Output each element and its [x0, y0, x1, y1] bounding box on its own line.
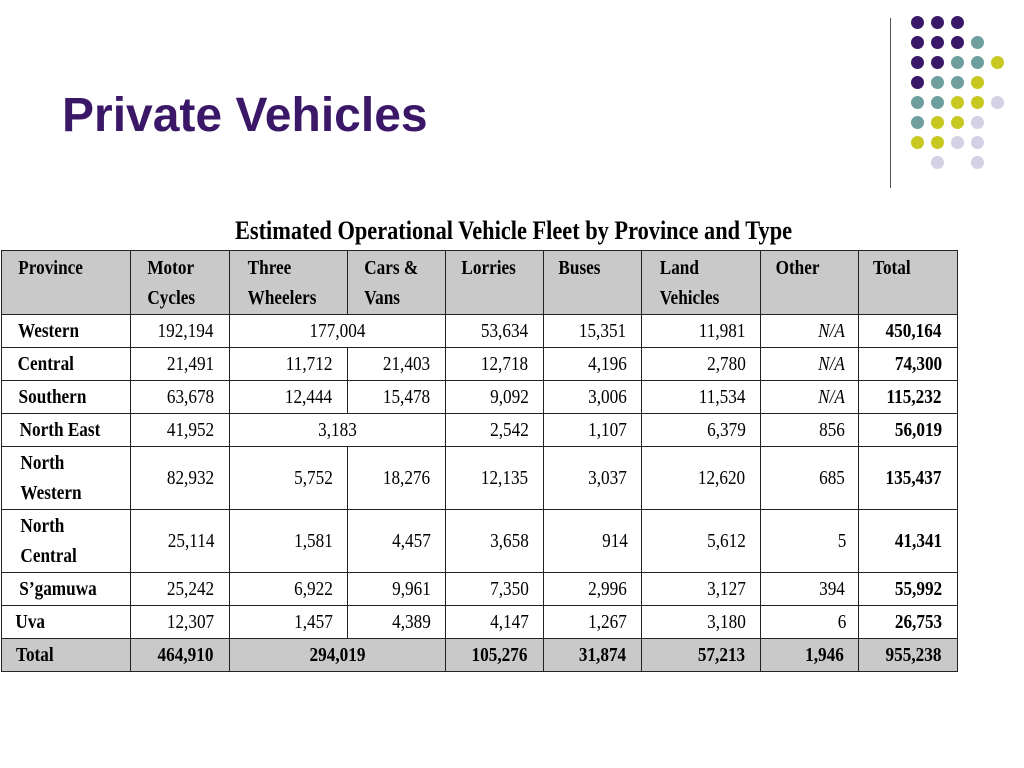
cars-vans-cell: 15,478: [348, 381, 446, 414]
motor-cycles-cell: 192,194: [131, 315, 230, 348]
other-cell: 394: [761, 573, 859, 606]
lorries-cell: 7,350: [446, 573, 544, 606]
land-vehicles-cell: 3,127: [642, 573, 761, 606]
decorative-dot-grid: [0, 0, 1024, 200]
land-vehicles-total-cell: 57,213: [642, 639, 761, 672]
total-cell: 26,753: [859, 606, 958, 639]
other-cell: 5: [761, 510, 859, 573]
lorries-cell: 4,147: [446, 606, 544, 639]
total-cell: 135,437: [859, 447, 958, 510]
land-vehicles-cell: 5,612: [642, 510, 761, 573]
land-vehicles-cell: 11,534: [642, 381, 761, 414]
decorative-dot: [931, 96, 944, 109]
decorative-dot: [931, 116, 944, 129]
lorries-cell: 12,135: [446, 447, 544, 510]
motor-cycles-cell: 63,678: [131, 381, 230, 414]
header-label: Lorries: [461, 257, 516, 279]
lorries-cell: 2,542: [446, 414, 544, 447]
buses-cell: 4,196: [544, 348, 642, 381]
motor-cycles-total-cell: 464,910: [131, 639, 230, 672]
header-label: Province: [18, 257, 83, 279]
decorative-dot: [931, 76, 944, 89]
table-row: [2, 381, 958, 414]
province-cell: S’gamuwa: [2, 573, 131, 606]
column-header-total: [859, 251, 958, 315]
decorative-dot: [911, 96, 924, 109]
motor-cycles-cell: 82,932: [131, 447, 230, 510]
motor-cycles-cell: 21,491: [131, 348, 230, 381]
decorative-dot: [951, 96, 964, 109]
column-header-cars-vans: [348, 251, 446, 315]
decorative-dot: [971, 96, 984, 109]
three-wheelers-cars-total-cell: 294,019: [230, 639, 446, 672]
decorative-dot: [931, 36, 944, 49]
other-cell: 685: [761, 447, 859, 510]
buses-cell: 914: [544, 510, 642, 573]
lorries-cell: 9,092: [446, 381, 544, 414]
cars-vans-cell: 4,457: [348, 510, 446, 573]
decorative-dot: [971, 156, 984, 169]
motor-cycles-cell: 25,114: [131, 510, 230, 573]
buses-cell: 15,351: [544, 315, 642, 348]
header-label: Three Wheelers: [247, 257, 317, 309]
decorative-dot: [931, 56, 944, 69]
decorative-dot: [911, 136, 924, 149]
three-wheelers-cell: 1,457: [230, 606, 348, 639]
decorative-dot: [951, 116, 964, 129]
decorative-dot: [971, 116, 984, 129]
table-row: [2, 414, 958, 447]
table-row: [2, 447, 958, 510]
column-header-province: [2, 251, 131, 315]
header-label: Land Vehicles: [659, 257, 720, 309]
decorative-dot: [911, 16, 924, 29]
total-cell: 74,300: [859, 348, 958, 381]
buses-cell: 3,006: [544, 381, 642, 414]
header-label: Cars & Vans: [364, 257, 419, 309]
header-label: Total: [873, 257, 911, 279]
table-row: [2, 573, 958, 606]
decorative-dot: [951, 16, 964, 29]
buses-cell: 1,267: [544, 606, 642, 639]
column-header-motor-cycles: [131, 251, 230, 315]
decorative-dot: [911, 36, 924, 49]
three-wheelers-cars-combined-cell: 177,004: [230, 315, 446, 348]
vehicle-fleet-table: [1, 250, 958, 672]
three-wheelers-cell: 11,712: [230, 348, 348, 381]
motor-cycles-cell: 25,242: [131, 573, 230, 606]
lorries-cell: 12,718: [446, 348, 544, 381]
other-total-cell: 1,946: [761, 639, 859, 672]
other-cell: N/A: [761, 315, 859, 348]
lorries-cell: 3,658: [446, 510, 544, 573]
total-cell: 115,232: [859, 381, 958, 414]
totals-label-cell: Total: [2, 639, 131, 672]
column-header-land-vehicles: [642, 251, 761, 315]
decorative-dot: [931, 136, 944, 149]
land-vehicles-cell: 2,780: [642, 348, 761, 381]
buses-total-cell: 31,874: [544, 639, 642, 672]
decorative-dot: [971, 136, 984, 149]
table-row: [2, 315, 958, 348]
grand-total-cell: 955,238: [859, 639, 958, 672]
cars-vans-cell: 18,276: [348, 447, 446, 510]
other-cell: 6: [761, 606, 859, 639]
total-cell: 41,341: [859, 510, 958, 573]
column-header-buses: [544, 251, 642, 315]
total-cell: 55,992: [859, 573, 958, 606]
buses-cell: 1,107: [544, 414, 642, 447]
decorative-dot: [971, 76, 984, 89]
divider-line: [890, 18, 891, 188]
land-vehicles-cell: 3,180: [642, 606, 761, 639]
total-cell: 450,164: [859, 315, 958, 348]
three-wheelers-cell: 6,922: [230, 573, 348, 606]
decorative-dot: [971, 36, 984, 49]
decorative-dot: [951, 76, 964, 89]
buses-cell: 3,037: [544, 447, 642, 510]
three-wheelers-cell: 1,581: [230, 510, 348, 573]
land-vehicles-cell: 6,379: [642, 414, 761, 447]
header-label: Other: [775, 257, 820, 279]
cars-vans-cell: 4,389: [348, 606, 446, 639]
table-caption: Estimated Operational Vehicle Fleet by Province and Type: [234, 216, 793, 245]
land-vehicles-cell: 11,981: [642, 315, 761, 348]
buses-cell: 2,996: [544, 573, 642, 606]
province-cell: North East: [2, 414, 131, 447]
cars-vans-cell: 9,961: [348, 573, 446, 606]
decorative-dot: [991, 96, 1004, 109]
three-wheelers-cell: 5,752: [230, 447, 348, 510]
column-header-lorries: [446, 251, 544, 315]
decorative-dot: [911, 76, 924, 89]
three-wheelers-cell: 12,444: [230, 381, 348, 414]
cars-vans-cell: 21,403: [348, 348, 446, 381]
province-cell: Western: [2, 315, 131, 348]
decorative-dot: [931, 16, 944, 29]
province-cell: Southern: [2, 381, 131, 414]
three-wheelers-cars-combined-cell: 3,183: [230, 414, 446, 447]
decorative-dot: [971, 56, 984, 69]
column-header-three-wheelers: [230, 251, 348, 315]
lorries-cell: 53,634: [446, 315, 544, 348]
other-cell: 856: [761, 414, 859, 447]
decorative-dot: [951, 56, 964, 69]
province-cell: North Central: [2, 510, 131, 573]
motor-cycles-cell: 41,952: [131, 414, 230, 447]
decorative-dot: [911, 116, 924, 129]
province-cell: Uva: [2, 606, 131, 639]
table-row: [2, 606, 958, 639]
column-header-other: [761, 251, 859, 315]
totals-row: [2, 639, 958, 672]
motor-cycles-cell: 12,307: [131, 606, 230, 639]
table-row: [2, 348, 958, 381]
province-cell: North Western: [2, 447, 131, 510]
header-label: Buses: [558, 257, 601, 279]
slide-title: Private Vehicles: [62, 89, 428, 142]
province-cell: Central: [2, 348, 131, 381]
table-row: [2, 510, 958, 573]
lorries-total-cell: 105,276: [446, 639, 544, 672]
table-header-row: [2, 251, 958, 315]
other-cell: N/A: [761, 381, 859, 414]
decorative-dot: [931, 156, 944, 169]
decorative-dot: [951, 136, 964, 149]
other-cell: N/A: [761, 348, 859, 381]
decorative-dot: [991, 56, 1004, 69]
land-vehicles-cell: 12,620: [642, 447, 761, 510]
decorative-dot: [911, 56, 924, 69]
header-label: Motor Cycles: [147, 257, 196, 309]
total-cell: 56,019: [859, 414, 958, 447]
decorative-dot: [951, 36, 964, 49]
